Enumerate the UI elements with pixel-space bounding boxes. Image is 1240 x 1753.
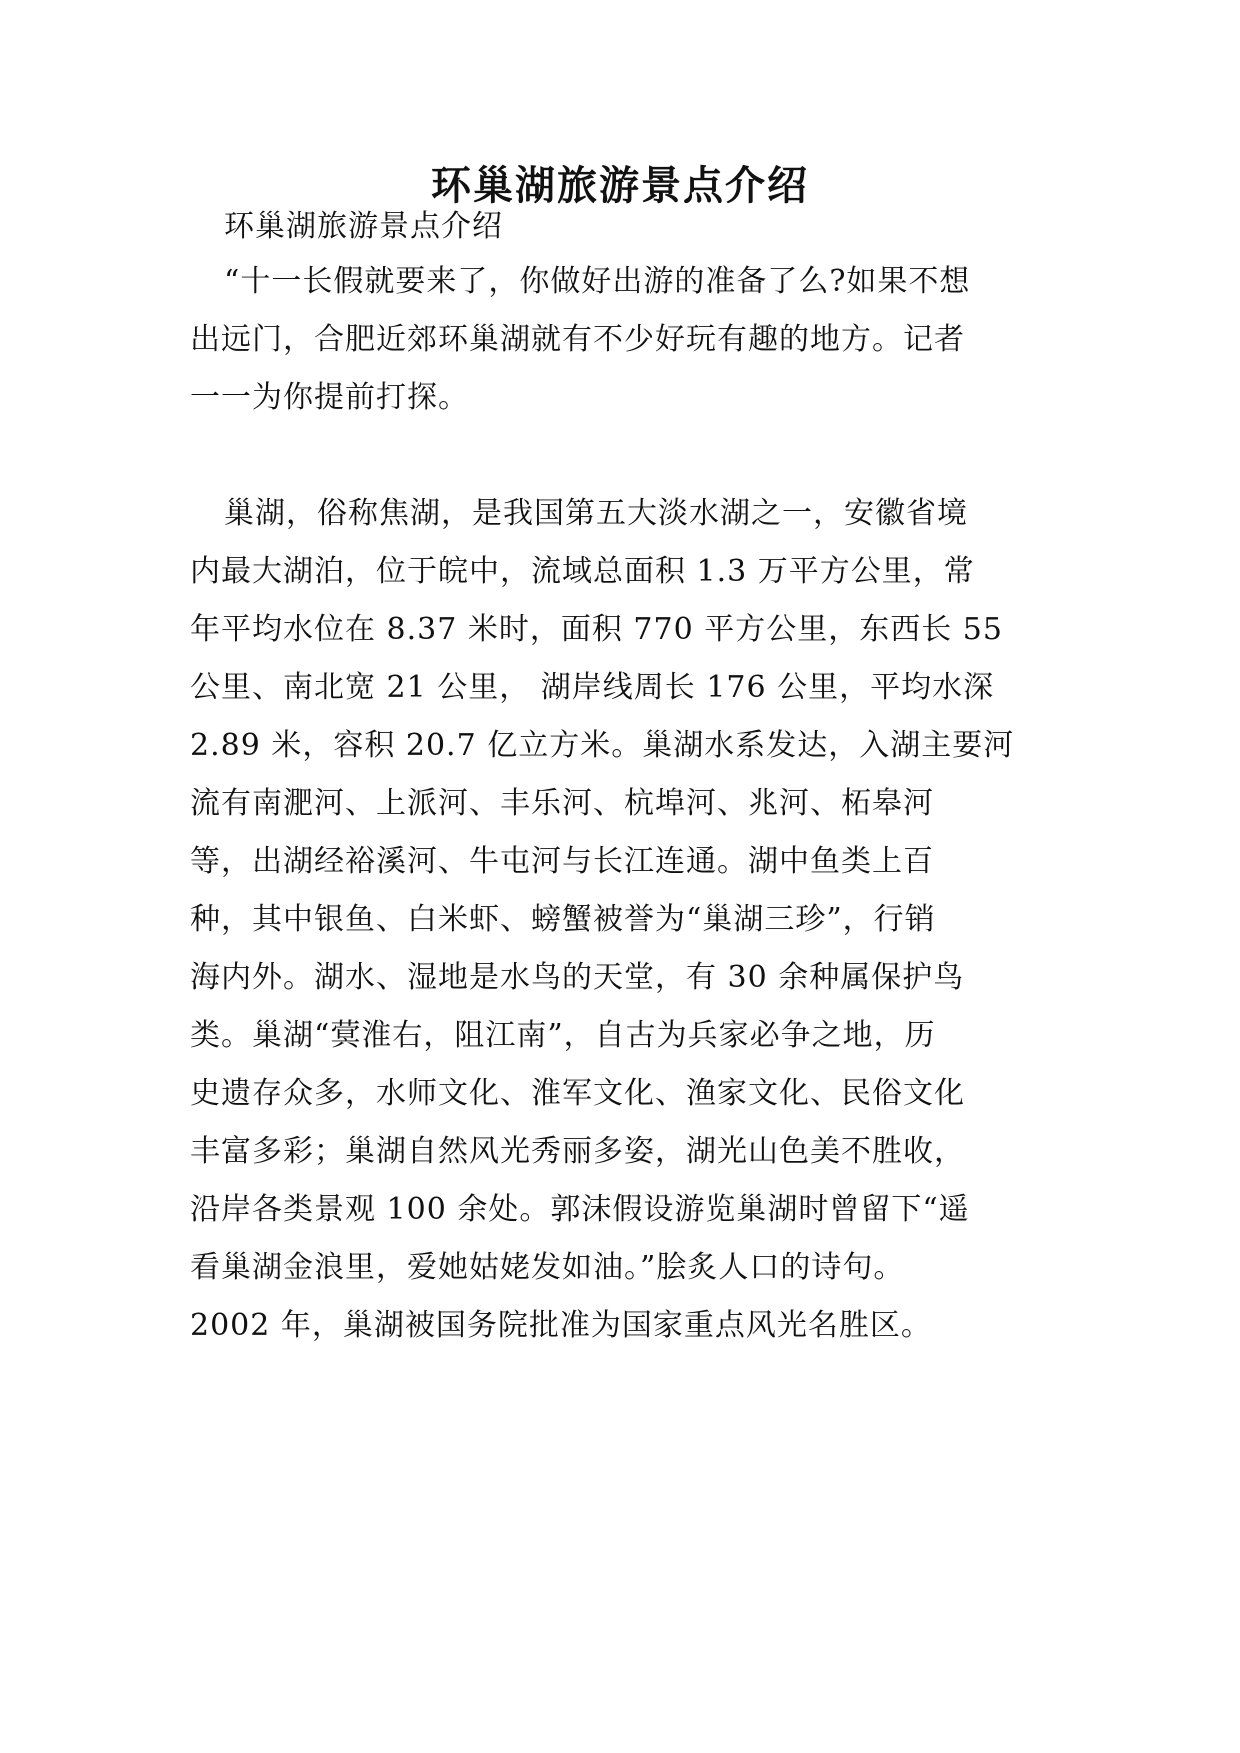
intro-line: 一一为你提前打探。 xyxy=(190,380,469,415)
intro-line: 出远门，合肥近郊环巢湖就有不少好玩有趣的地方。记者 xyxy=(190,322,965,357)
intro-line: “十一长假就要来了，你做好出游的准备了么?如果不想 xyxy=(224,264,971,299)
body-line: 年平均水位在 8.37 米时，面积 770 平方公里，东西长 55 xyxy=(190,612,1003,647)
body-line: 巢湖，俗称焦湖，是我国第五大淡水湖之一，安徽省境 xyxy=(224,496,968,531)
body-line: 种，其中银鱼、白米虾、螃蟹被誉为“巢湖三珍”，行销 xyxy=(190,902,936,937)
body-line: 等，出湖经裕溪河、牛屯河与长江连通。湖中鱼类上百 xyxy=(190,844,934,879)
document-subtitle: 环巢湖旅游景点介绍 xyxy=(224,209,503,244)
body-line: 丰富多彩；巢湖自然风光秀丽多姿，湖光山色美不胜收， xyxy=(190,1134,965,1169)
document-title: 环巢湖旅游景点介绍 xyxy=(431,162,809,209)
body-line: 看巢湖金浪里，爱她姑姥发如油。”脍炙人口的诗句。 xyxy=(190,1250,905,1285)
body-line: 海内外。湖水、湿地是水鸟的天堂，有 30 余种属保护鸟 xyxy=(190,960,965,995)
body-line: 2.89 米，容积 20.7 亿立方米。巢湖水系发达，入湖主要河 xyxy=(190,728,1015,763)
body-line: 内最大湖泊，位于皖中，流域总面积 1.3 万平方公里，常 xyxy=(190,554,975,589)
body-line: 沿岸各类景观 100 余处。郭沫假设游览巢湖时曾留下“遥 xyxy=(190,1192,970,1227)
body-line: 流有南淝河、上派河、丰乐河、杭埠河、兆河、柘皋河 xyxy=(190,786,934,821)
body-line: 类。巢湖“蓂淮右，阻江南”，自古为兵家必争之地，历 xyxy=(190,1018,936,1053)
body-line: 2002 年，巢湖被国务院批准为国家重点风光名胜区。 xyxy=(190,1308,932,1343)
body-line: 公里、南北宽 21 公里， 湖岸线周长 176 公里，平均水深 xyxy=(190,670,995,705)
body-line: 史遗存众多，水师文化、淮军文化、渔家文化、民俗文化 xyxy=(190,1076,965,1111)
